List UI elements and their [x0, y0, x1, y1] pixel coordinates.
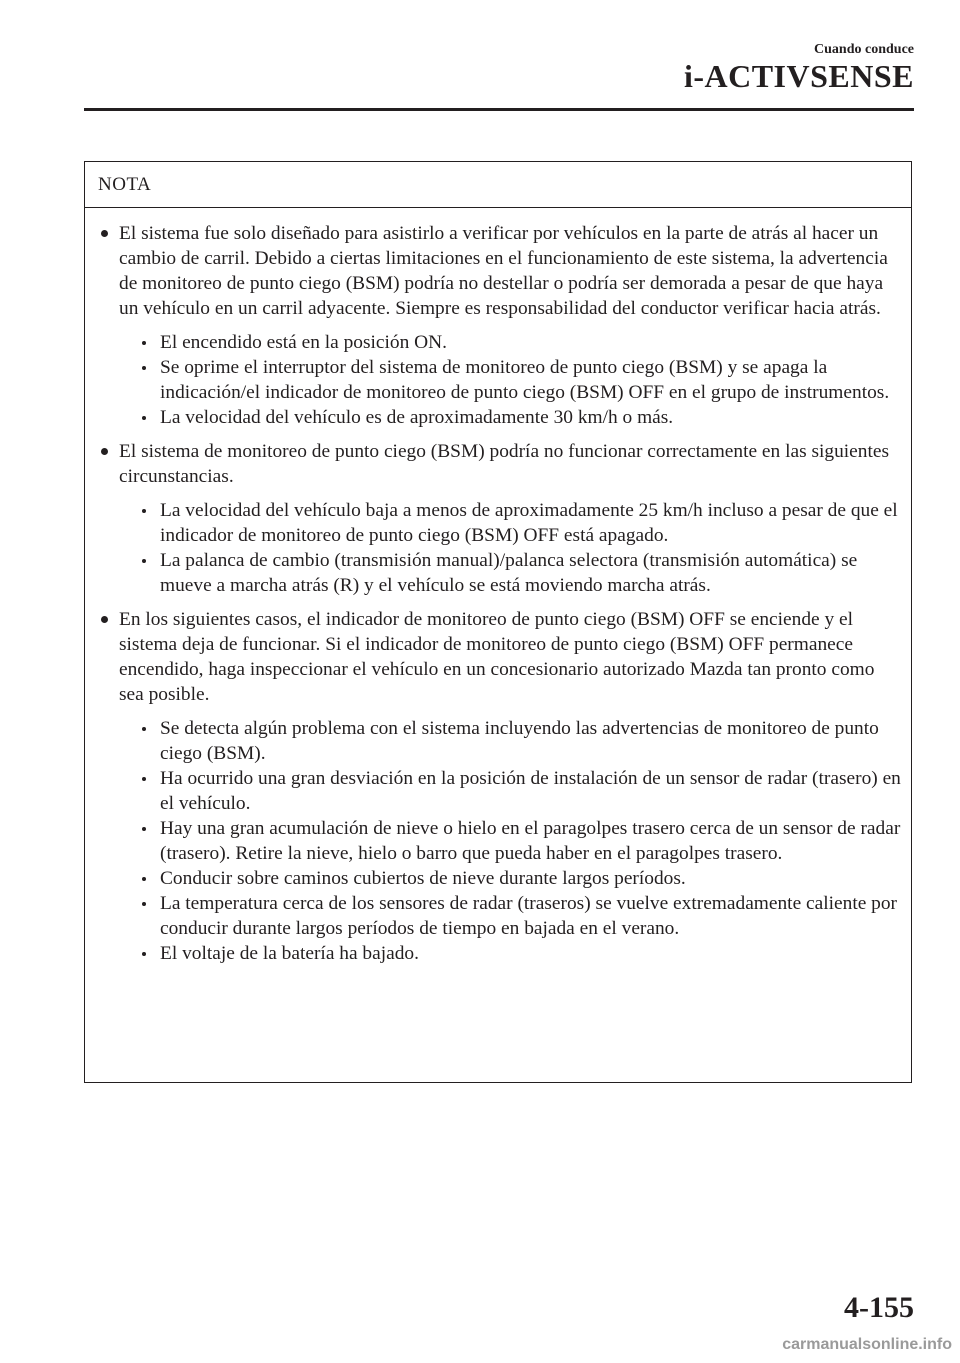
- note-subitem: La velocidad del vehículo baja a menos de aproximadamente 25 km/h incluso a pesar de que el indicador de monitoreo de punto ciego (BSM) OFF está apagado.: [119, 498, 901, 548]
- note-subitem: La temperatura cerca de los sensores de radar (traseros) se vuelve extremadamente caliente por conducir durante largos períodos de tiempo en bajada en el verano.: [119, 891, 901, 941]
- note-subitem: Hay una gran acumulación de nieve o hielo en el paragolpes trasero cerca de un sensor de radar (trasero). Retire la nieve, hielo o barro que pueda haber en el paragolpes trasero.: [119, 816, 901, 866]
- note-subitem: El encendido está en la posición ON.: [119, 330, 901, 355]
- page-number: 4-155: [844, 1291, 914, 1324]
- note-item: [99, 607, 901, 966]
- note-subitem-list: [119, 498, 901, 598]
- note-item: [99, 221, 901, 430]
- note-box: [84, 161, 912, 1083]
- watermark-text[interactable]: carmanualsonline.info: [782, 1336, 952, 1353]
- note-subitem: Conducir sobre caminos cubiertos de nieve durante largos períodos.: [119, 866, 901, 891]
- note-subitem: La palanca de cambio (transmisión manual)/palanca selectora (transmisión automática) se mueve a marcha atrás (R) y el vehículo se está moviendo marcha atrás.: [119, 548, 901, 598]
- note-item-text: El sistema de monitoreo de punto ciego (BSM) podría no funcionar correctamente en las siguientes circunstancias.: [119, 441, 890, 487]
- note-subitem: Se oprime el interruptor del sistema de monitoreo de punto ciego (BSM) y se apaga la indicación/el indicador de monitoreo de punto ciego (BSM) OFF en el grupo de instrumentos.: [119, 355, 901, 405]
- note-subitem: Ha ocurrido una gran desviación en la posición de instalación de un sensor de radar (trasero) en el vehículo.: [119, 766, 901, 816]
- note-subitem: La velocidad del vehículo es de aproximadamente 30 km/h o más.: [119, 405, 901, 430]
- note-item-text: El sistema fue solo diseñado para asistirlo a verificar por vehículos en la parte de atrás al hacer un cambio de carril. Debido a ciertas limitaciones en el funcionamiento de este sistema, la advertencia de monitoreo de punto ciego (BSM) podría no destellar o podría ser demorada a pesar de que haya un vehículo en un carril adyacente. Siempre es responsabilidad del conductor verificar hacia atrás.: [119, 223, 888, 319]
- chapter-title: i-ACTIVSENSE: [683, 58, 914, 94]
- note-body: [85, 208, 911, 966]
- header-divider: [84, 108, 914, 111]
- note-item-text: En los siguientes casos, el indicador de monitoreo de punto ciego (BSM) OFF se enciende y el sistema deja de funcionar. Si el indicador de monitoreo de punto ciego (BSM) OFF permanece encendido, haga inspeccionar el vehículo en un concesionario autorizado Mazda tan pronto como sea posible.: [119, 609, 875, 705]
- section-heading: Cuando conduce: [814, 42, 914, 57]
- note-label: NOTA: [85, 162, 911, 208]
- note-subitem-list: [119, 330, 901, 430]
- note-item: [99, 439, 901, 598]
- note-subitem: Se detecta algún problema con el sistema incluyendo las advertencias de monitoreo de punto ciego (BSM).: [119, 716, 901, 766]
- note-subitem: El voltaje de la batería ha bajado.: [119, 941, 901, 966]
- note-subitem-list: [119, 716, 901, 966]
